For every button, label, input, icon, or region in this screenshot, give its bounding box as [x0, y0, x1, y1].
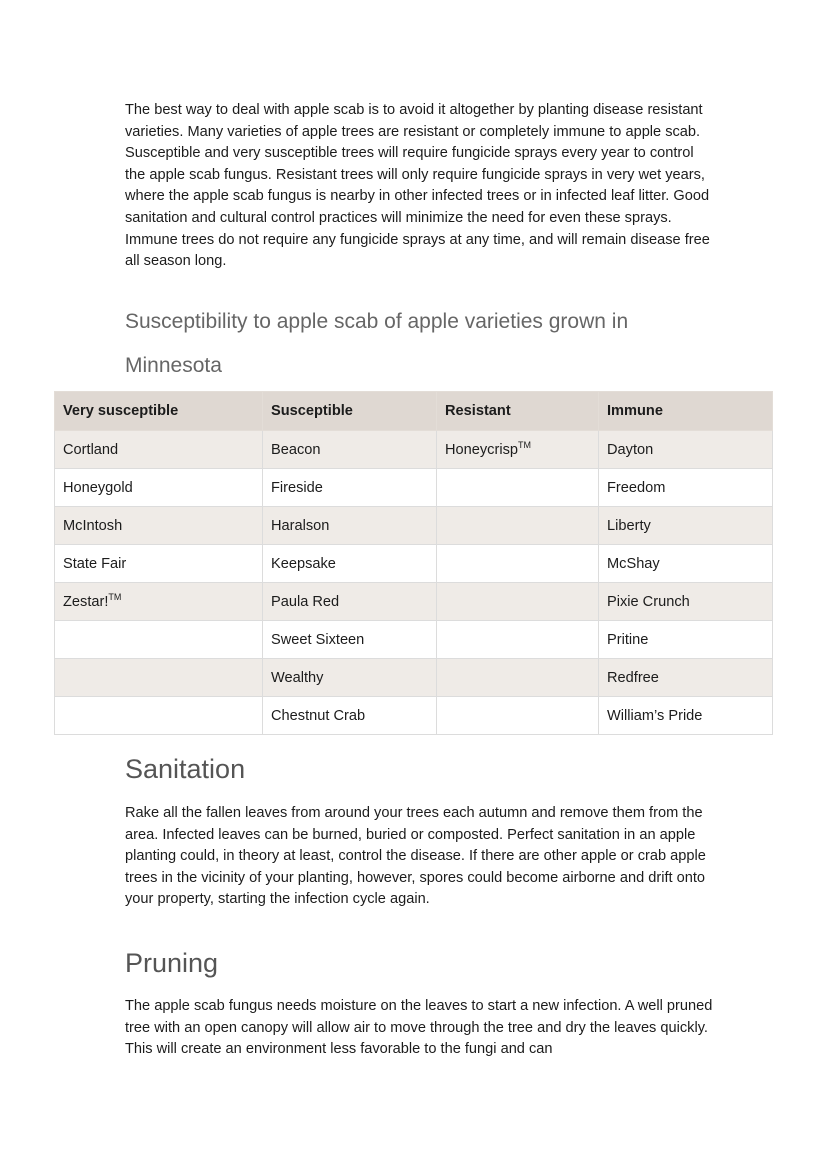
pruning-heading: Pruning: [125, 948, 219, 978]
table-cell: Wealthy: [263, 659, 437, 697]
table-row: [55, 469, 773, 507]
susceptibility-table: [54, 391, 773, 735]
table-cell: [437, 431, 599, 469]
table-cell: Honeygold: [55, 469, 263, 507]
intro-paragraph: The best way to deal with apple scab is to avoid it altogether by planting disease resistant varieties. Many varieties of apple trees are resistant or completely immune to apple scab. Susceptible and very susceptible trees will require fungicide sprays every year to control the apple scab fungus. Resistant trees will only require fungicide sprays in very wet years, where the apple scab fungus is nearby in other infected trees or in infected leaf litter. Good sanitation and cultural control practices will minimize the need for even these sprays. Immune trees do not require any fungicide sprays at any time, and will remain disease free all season long.: [125, 102, 710, 270]
trademark-mark: TM: [108, 591, 122, 602]
table-cell: Haralson: [263, 507, 437, 545]
table-heading: Susceptibility to apple scab of apple varieties grown in Minnesota: [125, 310, 629, 377]
table-cell: Paula Red: [263, 583, 437, 621]
table-cell: Beacon: [263, 431, 437, 469]
table-row: [55, 507, 773, 545]
header-susceptible: Susceptible: [263, 392, 437, 431]
table-cell: Liberty: [599, 507, 773, 545]
table-cell: [437, 545, 599, 583]
table-cell: [437, 469, 599, 507]
table-row: [55, 621, 773, 659]
table-cell: [437, 583, 599, 621]
sanitation-heading: Sanitation: [125, 754, 246, 784]
table-cell: Pritine: [599, 621, 773, 659]
table-header-row: [55, 392, 773, 431]
table-cell: Redfree: [599, 659, 773, 697]
table-cell: Pixie Crunch: [599, 583, 773, 621]
table-cell: William’s Pride: [599, 697, 773, 735]
table-row: [55, 659, 773, 697]
sanitation-paragraph: Rake all the fallen leaves from around your trees each autumn and remove them from the area. Infected leaves can be burned, buried or composted. Perfect sanitation in an apple planting could, in theory at least, control the disease. If there are other apple or crab apple trees in the vicinity of your planting, however, spores could become airborne and drift onto your property, starting the infection cycle again.: [125, 805, 706, 908]
table-cell: [437, 659, 599, 697]
table-cell: [55, 697, 263, 735]
table-cell: Freedom: [599, 469, 773, 507]
header-immune: Immune: [599, 392, 773, 431]
table-cell: Fireside: [263, 469, 437, 507]
table-cell: McIntosh: [55, 507, 263, 545]
table-cell: [437, 507, 599, 545]
table-cell: Chestnut Crab: [263, 697, 437, 735]
table-cell: Cortland: [55, 431, 263, 469]
table-cell: [55, 659, 263, 697]
table-cell: [55, 583, 263, 621]
table-row: [55, 583, 773, 621]
table-cell: Keepsake: [263, 545, 437, 583]
table-cell: Sweet Sixteen: [263, 621, 437, 659]
table-cell: State Fair: [55, 545, 263, 583]
pruning-paragraph: The apple scab fungus needs moisture on the leaves to start a new infection. A well pruned tree with an open canopy will allow air to move through the tree and dry the leaves quickly. This will create an environment less favorable to the fungi and can: [125, 998, 713, 1058]
variety-name: Honeycrisp: [445, 441, 518, 458]
trademark-mark: TM: [518, 439, 531, 450]
table-cell: [437, 697, 599, 735]
table-cell: [55, 621, 263, 659]
header-resistant: Resistant: [437, 392, 599, 431]
table-row: [55, 697, 773, 735]
table-row: [55, 431, 773, 469]
table-cell: Dayton: [599, 431, 773, 469]
table-row: [55, 545, 773, 583]
header-very-susceptible: Very susceptible: [55, 392, 263, 431]
table-cell: [437, 621, 599, 659]
variety-name: Zestar!: [63, 593, 109, 610]
table-cell: McShay: [599, 545, 773, 583]
